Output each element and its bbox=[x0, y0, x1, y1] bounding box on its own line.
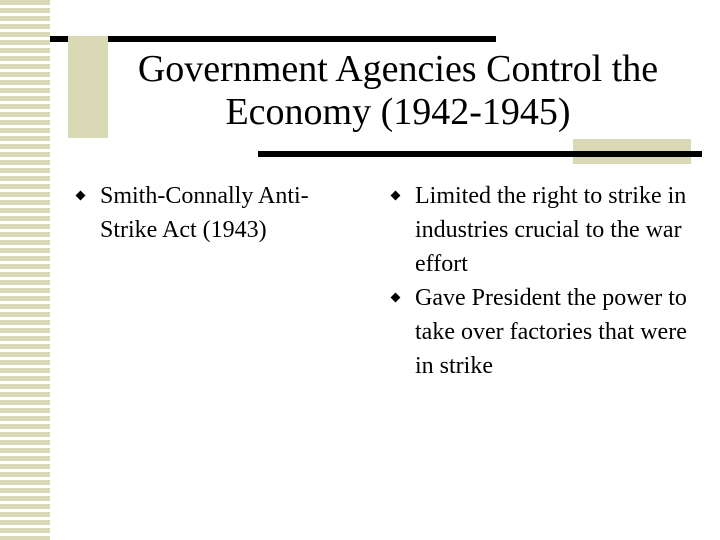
title-accent-block bbox=[68, 36, 108, 138]
bullet-text: Limited the right to strike in industries crucial to the war effort bbox=[415, 183, 687, 277]
list-item bbox=[75, 179, 355, 247]
bullet-text: Smith-Connally Anti-Strike Act (1943) bbox=[100, 183, 309, 243]
diamond-bullet-icon bbox=[391, 191, 401, 201]
title-top-rule bbox=[50, 36, 496, 42]
list-item bbox=[390, 281, 700, 383]
bullet-text: Gave President the power to take over factories that were in strike bbox=[415, 285, 687, 379]
right-bullet-list bbox=[390, 179, 700, 383]
left-bullet-list bbox=[75, 179, 355, 247]
decorative-stripes bbox=[0, 0, 50, 540]
slide-title: Government Agencies Control the Economy (1942-1945) bbox=[137, 48, 659, 133]
title-bottom-rule bbox=[258, 151, 702, 157]
list-item bbox=[390, 179, 700, 281]
diamond-bullet-icon bbox=[391, 293, 401, 303]
diamond-bullet-icon bbox=[76, 191, 86, 201]
